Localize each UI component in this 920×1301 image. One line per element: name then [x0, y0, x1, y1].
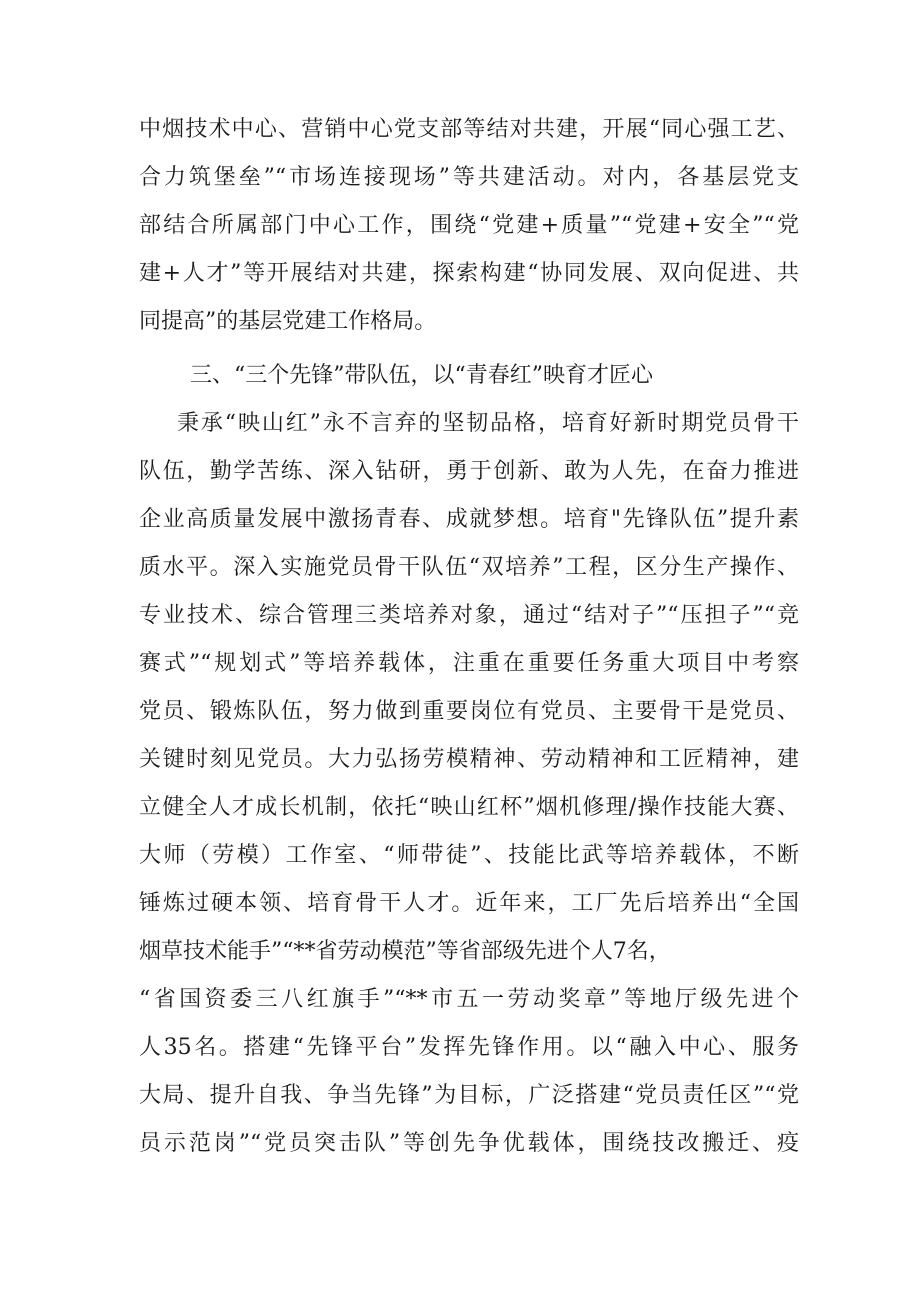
section-heading: 三、“三个先锋”带队伍，以“青春红”映育才匠心 — [190, 363, 653, 388]
paragraph-line: 大师（劳模）工作室、“师带徒”、技能比武等培养载体，不断 — [139, 843, 799, 868]
paragraph-line: 锤炼过硬本领、培育骨干人才。近年来，工厂先后培养出“全国 — [139, 891, 799, 916]
paragraph-line: 同提高”的基层党建工作格局。 — [139, 309, 437, 334]
paragraph-line: 专业技术、综合管理三类培养对象，通过“结对子”“压担子”“竞 — [139, 603, 799, 628]
paragraph-line: 烟草技术能手”“**省劳动模范”等省部级先进个人7名， — [139, 939, 671, 964]
paragraph-line: 合力筑堡垒”“市场连接现场”等共建活动。对内，各基层党支 — [139, 165, 799, 190]
paragraph-line: 大局、提升自我、争当先锋”为目标，广泛搭建“党员责任区”“党 — [139, 1083, 799, 1108]
paragraph-line: 队伍，勤学苦练、深入钻研，勇于创新、敢为人先，在奋力推进 — [139, 459, 799, 484]
paragraph-line: 人35名。搭建“先锋平台”发挥先锋作用。以“融入中心、服务 — [139, 1035, 799, 1060]
paragraph-line: 中烟技术中心、营销中心党支部等结对共建，开展“同心强工艺、 — [139, 117, 799, 142]
paragraph-line: 建+人才”等开展结对共建，探索构建“协同发展、双向促进、共 — [139, 261, 799, 286]
paragraph-line: 企业高质量发展中激扬青春、成就梦想。培育"先锋队伍”提升素 — [139, 507, 799, 532]
paragraph-line: 赛式”“规划式”等培养载体，注重在重要任务重大项目中考察 — [139, 651, 799, 676]
paragraph-line: 员示范岗”“党员突击队”等创先争优载体，围绕技改搬迁、疫 — [139, 1131, 799, 1156]
paragraph-line: 秉承“映山红”永不言弃的坚韧品格，培育好新时期党员骨干 — [177, 411, 799, 436]
paragraph-line: 党员、锻炼队伍，努力做到重要岗位有党员、主要骨干是党员、 — [139, 699, 799, 724]
paragraph-line: 质水平。深入实施党员骨干队伍“双培养”工程，区分生产操作、 — [139, 555, 799, 580]
paragraph-line: “省国资委三八红旗手”“**市五一劳动奖章”等地厅级先进个 — [139, 987, 799, 1012]
paragraph-line: 立健全人才成长机制，依托“映山红杯”烟机修理/操作技能大赛、 — [139, 795, 799, 820]
paragraph-line: 关键时刻见党员。大力弘扬劳模精神、劳动精神和工匠精神，建 — [139, 747, 799, 772]
paragraph-line: 部结合所属部门中心工作，围绕“党建+质量”“党建+安全”“党 — [139, 213, 799, 238]
